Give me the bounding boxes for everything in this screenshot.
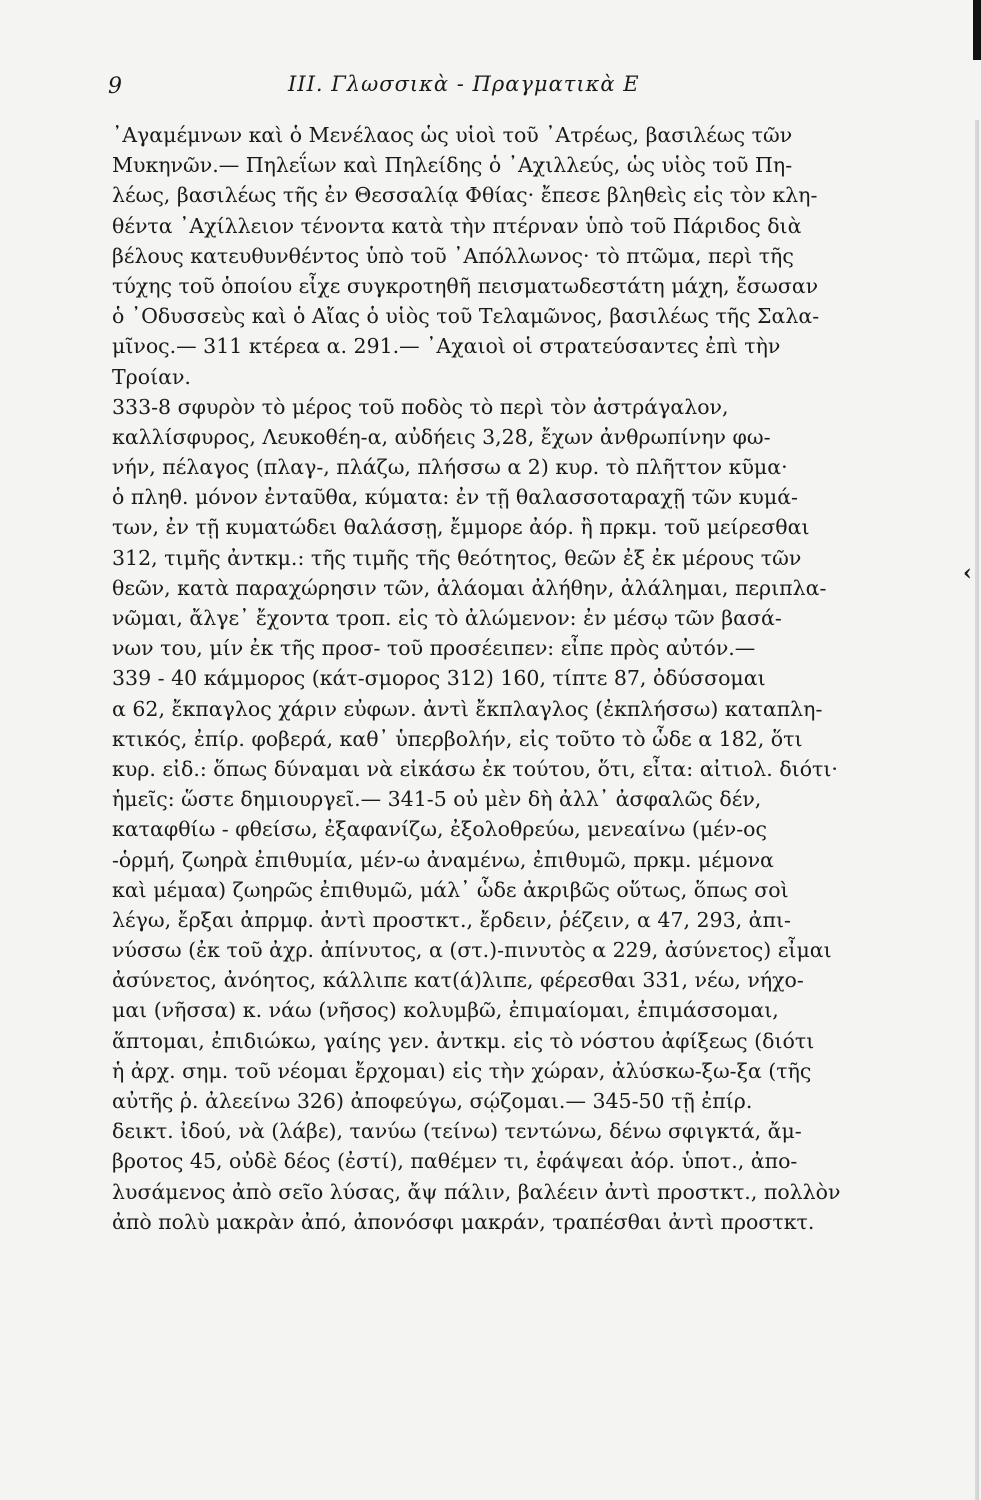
text-line: τύχης τοῦ ὁποίου εἶχε συγκροτηθῆ πεισματωδεστάτη μάχη, ἔσωσαν bbox=[112, 273, 819, 298]
text-line: Τροίαν. bbox=[112, 364, 191, 389]
text-line: αὐτῆς ῥ. ἀλεείνω 326) ἀποφεύγω, σῴζομαι.— 345-50 τῇ ἐπίρ. bbox=[112, 1089, 753, 1113]
page-edge-strip bbox=[975, 120, 979, 1500]
text-line: 339 - 40 κάμμορος (κάτ-σμορος 312) 160, τίπτε 87, ὀδύσσομαι bbox=[112, 666, 766, 691]
text-line: κυρ. εἰδ.: ὅπως δύναμαι νὰ εἰκάσω ἐκ τούτου, ὅτι, εἶτα: αἰτιολ. διότι· bbox=[112, 756, 838, 781]
text-line: κτικός, ἐπίρ. φοβερά, καθ᾿ ὑπερβολήν, εἰς τοῦτο τὸ ὧδε α 182, ὅτι bbox=[112, 726, 803, 751]
text-line: 333-8 σφυρὸν τὸ μέρος τοῦ ποδὸς τὸ περὶ τὸν ἀστράγαλον, bbox=[112, 394, 729, 419]
text-line: των, ἐν τῇ κυματώδει θαλάσσῃ, ἔμμορε ἀόρ. ἢ πρκμ. τοῦ μείρεσθαι bbox=[112, 515, 810, 540]
text-line: μῖνος.— 311 κτέρεα α. 291.— ᾿Αχαιοὶ οἱ στρατεύσαντες ἐπὶ τὴν bbox=[112, 334, 781, 359]
text-line: ὁ ᾿Οδυσσεὺς καὶ ὁ Αἴας ὁ υἱὸς τοῦ Τελαμῶνος, βασιλέως τῆς Σαλα- bbox=[112, 304, 820, 329]
text-line: καταφθίω - φθείσω, ἐξαφανίζω, ἐξολοθρεύω, μενεαίνω (μέν-ος bbox=[112, 817, 767, 842]
text-line: θέντα ᾿Αχίλλειον τένοντα κατὰ τὴν πτέρναν ὑπὸ τοῦ Πάριδος διὰ bbox=[112, 213, 802, 238]
running-head: III. Γλωσσικὰ - Πραγματικὰ E bbox=[288, 72, 640, 96]
body-text bbox=[112, 120, 854, 1237]
text-line: βέλους κατευθυνθέντος ὑπὸ τοῦ ᾿Απόλλωνος· τὸ πτῶμα, περὶ τῆς bbox=[112, 243, 794, 268]
text-line: βροτος 45, οὐδὲ δέος (ἐστί), παθέμεν τι, ἐφάψεαι ἀόρ. ὑποτ., ἀπο- bbox=[112, 1149, 798, 1174]
page-edge-shadow bbox=[973, 0, 981, 60]
text-line: ᾿Αγαμέμνων καὶ ὁ Μενέλαος ὡς υἱοὶ τοῦ ᾿Ατρέως, βασιλέως τῶν bbox=[112, 123, 793, 147]
text-line: ἀσύνετος, ἀνόητος, κάλλιπε κατ(ά)λιπε, φέρεσθαι 331, νέω, νήχο- bbox=[112, 968, 804, 993]
text-line: ἡμεῖς: ὥστε δημιουργεῖ.— 341-5 οὐ μὲν δὴ ἀλλ᾿ ἀσφαλῶς δέν, bbox=[112, 787, 762, 812]
text-line: λυσάμενος ἀπὸ σεῖο λύσας, ἄψ πάλιν, βαλέειν ἀντὶ προστκτ., πολλὸν bbox=[112, 1179, 841, 1204]
text-line: ὁ πληθ. μόνον ἐνταῦθα, κύματα: ἐν τῇ θαλασσοταραχῇ τῶν κυμά- bbox=[112, 485, 798, 510]
text-line: ἡ ἀρχ. σημ. τοῦ νέομαι ἔρχομαι) εἰς τὴν χώραν, ἀλύσκω-ξω-ξα (τῆς bbox=[112, 1058, 812, 1083]
text-line: δεικτ. ἰδού, νὰ (λάβε), τανύω (τείνω) τεντώνω, δένω σφιγκτά, ἄμ- bbox=[112, 1119, 802, 1144]
text-line: λέως, βασιλέως τῆς ἐν Θεσσαλίᾳ Φθίας· ἔπεσε βληθεὶς εἰς τὸν κλη- bbox=[112, 183, 818, 208]
text-line: λέγω, ἔρξαι ἀπρμφ. ἀντὶ προστκτ., ἔρδειν, ῥέζειν, α 47, 293, ἀπι- bbox=[112, 907, 791, 932]
text-line: νων του, μίν ἐκ τῆς προσ- τοῦ προσέειπεν: εἶπε πρὸς αὐτόν.— bbox=[112, 636, 756, 661]
text-line: μαι (νῆσσα) κ. νάω (νῆσος) κολυμβῶ, ἐπιμαίομαι, ἐπιμάσσομαι, bbox=[112, 998, 779, 1023]
text-line: α 62, ἔκπαγλος χάριν εὐφων. ἀντὶ ἔκπλαγλος (ἐκπλήσσω) καταπλη- bbox=[112, 696, 823, 721]
text-line: καὶ μέμαα) ζωηρῶς ἐπιθυμῶ, μάλ᾿ ὧδε ἀκριβῶς οὕτως, ὅπως σοὶ bbox=[112, 877, 789, 902]
text-line: καλλίσφυρος, Λευκοθέη-α, αὐδήεις 3,28, ἔχων ἀνθρωπίνην φω- bbox=[112, 424, 771, 449]
text-line: Μυκηνῶν.— Πηλεΐων καὶ Πηλείδης ὁ ᾿Αχιλλεύς, ὡς υἱὸς τοῦ Πη- bbox=[112, 153, 793, 178]
text-line: ἅπτομαι, ἐπιδιώκω, γαίης γεν. ἀντκμ. εἰς τὸ νόστου ἀφίξεως (διότι bbox=[112, 1028, 815, 1053]
text-line: νύσσω (ἐκ τοῦ ἀχρ. ἀπίνυτος, α (στ.)-πινυτὸς α 229, ἀσύνετος) εἶμαι bbox=[112, 938, 832, 963]
page-number: 9 bbox=[108, 74, 122, 99]
margin-mark: ‹ bbox=[963, 560, 972, 586]
text-line: νῶμαι, ἄλγε᾿ ἔχοντα τροπ. εἰς τὸ ἀλώμενον: ἐν μέσῳ τῶν βασά- bbox=[112, 606, 782, 630]
text-line: ἀπὸ πολὺ μακρὰν ἀπό, ἀπονόσφι μακράν, τραπέσθαι ἀντὶ προστκτ. bbox=[112, 1209, 815, 1234]
text-line: 312, τιμῆς ἀντκμ.: τῆς τιμῆς τῆς θεότητος, θεῶν ἐξ ἐκ μέρους τῶν bbox=[112, 545, 802, 570]
text-line: -ὁρμή, ζωηρὰ ἐπιθυμία, μέν-ω ἀναμένω, ἐπιθυμῶ, πρκμ. μέμονα bbox=[112, 847, 774, 872]
text-line: θεῶν, κατὰ παραχώρησιν τῶν, ἀλάομαι ἀλήθην, ἀλάλημαι, περιπλα- bbox=[112, 575, 827, 600]
text-line: νήν, πέλαγος (πλαγ-, πλάζω, πλήσσω α 2) κυρ. τὸ πλῆττον κῦμα· bbox=[112, 455, 788, 480]
